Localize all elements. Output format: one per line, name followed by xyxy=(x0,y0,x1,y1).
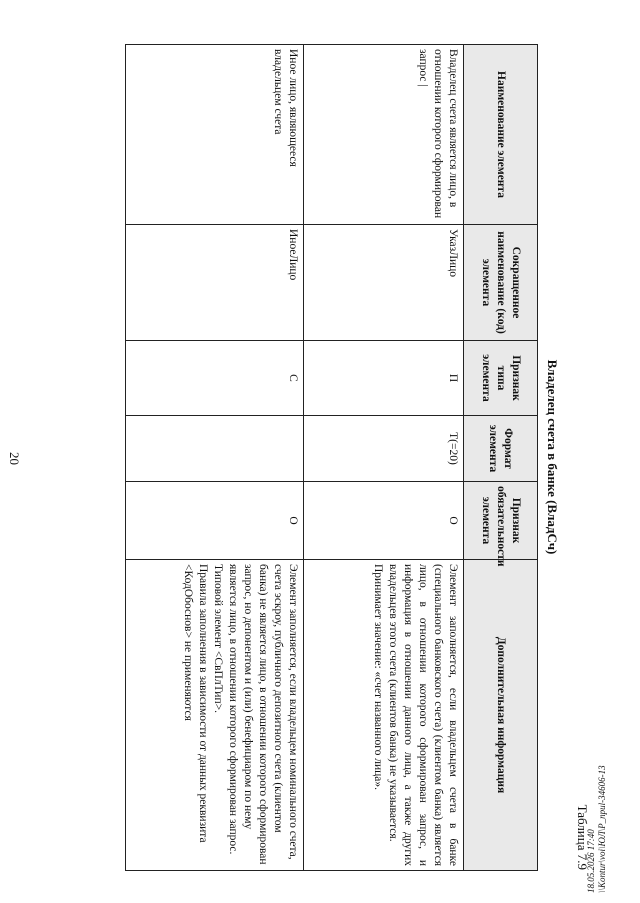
table-header-row xyxy=(464,45,538,871)
elements-table xyxy=(125,44,538,871)
cell-code: ИноеЛицо xyxy=(126,225,304,341)
info-paragraph: Типовой элемент <СвПлТип>. xyxy=(212,564,225,713)
header-required: Признак обязательности элемента xyxy=(464,482,538,560)
header-code: Сокращенное наименование (код) элемента xyxy=(464,225,538,341)
footer-path: \\Kontur\voi\ЮЛ\Р_приl-34606-13 xyxy=(597,765,608,893)
cell-name: Иное лицо, являющееся владельцем счета xyxy=(126,45,304,225)
info-paragraph: Принимает значение: «счет названного лица». xyxy=(372,564,385,791)
header-type: Признак типа элемента xyxy=(464,341,538,416)
cell-format: T(=20) xyxy=(304,416,464,482)
cell-type: С xyxy=(126,341,304,416)
info-paragraph: Правила заполнения в зависимости от данных реквизита <КодОбоснов> не применяются xyxy=(182,564,210,843)
page-number: 20 xyxy=(7,452,22,465)
footer-date: 18.05.2026 17:40 xyxy=(586,829,596,893)
cell-info xyxy=(126,560,304,871)
cell-required: О xyxy=(126,482,304,560)
cell-required: О xyxy=(304,482,464,560)
cell-info xyxy=(304,560,464,871)
info-paragraph: Элемент заполняется, если владельцем счета в банке (специального банковского счета) (клиентом банка) является лицо, в отношении которого сформирован запрос, и информация в отношении данного лица, а также других владельцев этого счета (клиентов банка) не указывается. xyxy=(387,564,459,866)
header-info: Дополнительная информация xyxy=(464,560,538,871)
cell-format xyxy=(126,416,304,482)
footer-stamp-text xyxy=(586,765,609,893)
table-label: Таблица 7.9 xyxy=(575,804,590,870)
header-format: Формат элемента xyxy=(464,416,538,482)
header-name: Наименование элемента xyxy=(464,45,538,225)
rotated-page-content xyxy=(106,44,596,870)
cell-type: П xyxy=(304,341,464,416)
table-row xyxy=(126,45,304,871)
cell-code: УказЛицо xyxy=(304,225,464,341)
table-row xyxy=(304,45,464,871)
info-paragraph: Элемент заполняется, если владельцем номинального счета, счета эскроу, публичного депозитного счета (клиентом банка) не является лицо, в отношении которого сформирован запрос, но депонентом и (или) бенефициаром по нему является лицо, в отношении которого сформирован запрос. xyxy=(227,564,299,865)
cell-name: Владелец счета является лицо, в отношении которого сформирован запрос | xyxy=(304,45,464,225)
table-caption: Владелец счета в банке (ВладСч) xyxy=(545,359,560,555)
